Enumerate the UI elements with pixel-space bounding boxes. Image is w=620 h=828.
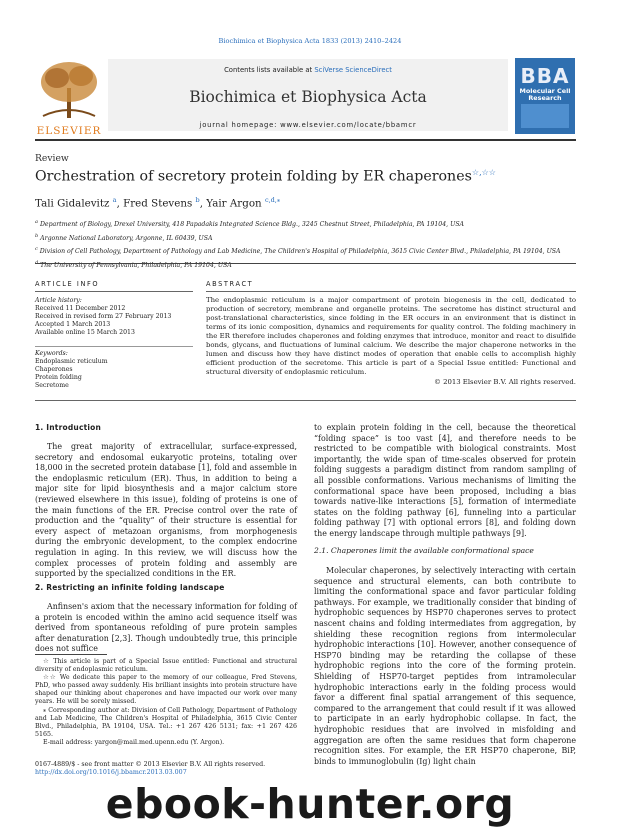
history-item: Received in revised form 27 February 2013 bbox=[35, 313, 172, 320]
introduction-paragraph: The great majority of extracellular, surface-expressed, secretory and endosomal eukaryotic proteins, totaling over 18,000 in the secreted protein database [1], fold and assemble in the endoplasmic reticulum (ER). Thus, in addition to being a major site for lipid biosynthesis and a major calcium store (reviewed elsewhere in this issue), folding of proteins is one of the main functions of the ER. Precise control over the rate of production and the “quality” of their structure is essential for every aspect of metazoan organisms, from morphogenesis during the embryonic development, to the complex endocrine regulation in aging. In this review, we will discuss how the complex processes of protein folding and assembly are supported by the specialized conditions in the ER. bbox=[35, 442, 297, 579]
title-footnote-marks[interactable]: ☆,☆☆ bbox=[471, 168, 496, 177]
info-rule bbox=[35, 291, 193, 292]
article-type: Review bbox=[35, 153, 69, 164]
affiliation-item bbox=[35, 245, 595, 256]
watermark: ebook-hunter.org bbox=[105, 780, 515, 828]
abstract-text: The endoplasmic reticulum is a major compartment of protein biogenesis in the cell, dedicated to production of secretory, membrane and organelle proteins. The secretome has distinct structural and post-translational characteristics, since folding in the ER occurs in an environment that is distinct in terms of its ionic composition, dynamics and requirements for quality control. The folding machinery in the ER therefore includes chaperones and folding enzymes that introduce, monitor and react to disulfide bonds, glycans, and fluctuations of luminal calcium. We describe the major chaperone networks in the lumen and discuss how they have distinct modes of operation that enable cells to accomplish highly efficient production of the secretome. This article is part of a Special Issue entitled: Functional and structural diversity of endoplasmic reticulum. bbox=[206, 296, 576, 376]
affiliation-mark: c bbox=[35, 246, 38, 253]
keyword-item: Secretome bbox=[35, 382, 69, 389]
journal-homepage[interactable]: journal homepage: www.elsevier.com/locate/bbamcr bbox=[199, 121, 417, 129]
contents-line: Contents lists available at SciVerse ScienceDirect bbox=[224, 66, 392, 74]
author-name: Tali Gidalevitz bbox=[35, 197, 110, 210]
cover-title: BBA bbox=[520, 64, 570, 88]
keyword-item: Chaperones bbox=[35, 366, 73, 373]
issn-line: 0167-4889/$ - see front matter © 2013 Elsevier B.V. All rights reserved. bbox=[35, 761, 266, 768]
author-list bbox=[35, 196, 280, 209]
cover-art bbox=[521, 104, 569, 128]
journal-title: Biochimica et Biophysica Acta bbox=[189, 88, 427, 106]
publisher-logo bbox=[35, 58, 103, 137]
elsevier-tree-icon bbox=[35, 58, 103, 120]
affiliation-item bbox=[35, 259, 595, 270]
history-item: Available online 15 March 2013 bbox=[35, 329, 135, 336]
author-name: Fred Stevens bbox=[123, 197, 193, 210]
author-affiliation-mark[interactable]: b bbox=[195, 196, 200, 204]
right-column-paragraph-2: Molecular chaperones, by selectively interacting with certain sequence and structural elements, can both contribute to limiting the conformational space and favor particular folding pathways. For example, we traditionally consider that binding of hydrophobic sequences by HSP70 chaperones serves to protect nascent chains and folding intermediates from aggregation, by shielding these recognition regions from intermolecular hydrophobic interactions [10]. However, another consequence of HSP70 binding may be retarding the collapse of these hydrophobic regions into the core of the forming protein. Shielding of HSP70-target peptides from intramolecular hydrophobic interactions early in the folding process would favor a different final spatial arrangement of this sequence, compared to the arrangement that could result if it was allowed to participate in an early hydrophobic collapse. In fact, the hydrophobic residues that are involved in misfolding and aggregation are often the same residues that form chaperone recognition sites. For example, the ER HSP70 chaperone, BiP, binds to immunoglobulin (Ig) light chain bbox=[314, 566, 576, 766]
keyword-item: Protein folding bbox=[35, 374, 82, 381]
footnote-item: ⁎ Corresponding author at: Division of Cell Pathology, Department of Pathology and Lab Medicine, The Children's Hospital of Philadelphia, 3615 Civic Center Blvd., Philadelphia, PA 19104, USA. Tel.: +1 267 426 5131; fax: +1 267 426 5165. bbox=[35, 706, 297, 738]
history-item: Accepted 1 March 2013 bbox=[35, 321, 111, 328]
affiliation-text: Department of Biology, Drexel University, 418 Papadakis Integrated Science Bldg., 3245 Chestnut Street, Philadelphia, PA 19104, USA bbox=[37, 221, 465, 229]
author-separator: , bbox=[116, 197, 124, 210]
footnotes bbox=[35, 658, 297, 747]
author-affiliation-mark[interactable]: c,d,⁎ bbox=[264, 196, 281, 204]
sciencedirect-link[interactable]: SciVerse ScienceDirect bbox=[314, 66, 392, 74]
article-info-heading: ARTICLE INFO bbox=[35, 280, 100, 288]
journal-citation[interactable]: Biochimica et Biophysica Acta 1833 (2013) 2410–2424 bbox=[218, 37, 402, 45]
section-heading-restricting: 2. Restricting an infinite folding landscape bbox=[35, 583, 225, 592]
right-column-paragraph-1: to explain protein folding in the cell, because the theoretical “folding space” is too vast [4], and therefore needs to be restricted to be compatible with biological constraints. Most importantly, the wide span of time-scales observed for protein folding suggests a paradigm distinct from random sampling of all possible conformations. Various mechanisms of limiting the conformational space have been proposed, including a bias towards native-like interactions [5], formation of intermediate states on the folding pathway [6], funneling into a particular folding pathway [7] with optional errors [8], and folding down the energy landscape through multiple pathways [9]. bbox=[314, 423, 576, 538]
article-history bbox=[35, 297, 195, 337]
affiliation-mark: b bbox=[35, 232, 39, 239]
article-title: Orchestration of secretory protein folding by ER chaperones☆,☆☆ bbox=[35, 168, 496, 185]
keywords-label: Keywords: bbox=[35, 350, 68, 357]
footnote-item: ☆ This article is part of a Special Issue entitled: Functional and structural diversity of endoplasmic reticulum. bbox=[35, 658, 297, 674]
masthead-box bbox=[108, 59, 508, 131]
abstract-bottom-rule bbox=[35, 400, 576, 401]
affiliation-text: Division of Cell Pathology, Department of Pathology and Lab Medicine, The Children's Hospital of Philadelphia, 3615 Civic Center Blvd., Philadelphia, PA 19104, USA bbox=[37, 248, 561, 256]
affiliations bbox=[35, 218, 595, 273]
author-separator: , bbox=[199, 197, 207, 210]
history-label: Article history: bbox=[35, 297, 82, 304]
keyword-item: Endoplasmic reticulum bbox=[35, 358, 108, 365]
footnote-item: E-mail address: yargon@mail.med.upenn.edu (Y. Argon). bbox=[43, 738, 225, 746]
affiliation-rule bbox=[35, 263, 576, 264]
footnote-rule bbox=[35, 654, 107, 655]
doi-link[interactable]: http://dx.doi.org/10.1016/j.bbamcr.2013.03.007 bbox=[35, 769, 187, 776]
affiliation-mark: d bbox=[35, 259, 39, 266]
abstract-heading: ABSTRACT bbox=[206, 280, 254, 288]
affiliation-mark: a bbox=[35, 219, 38, 225]
keywords-rule bbox=[35, 346, 193, 347]
footnote-item: ☆☆ We dedicate this paper to the memory of our colleague, Fred Stevens, PhD, who passed away suddenly. His brilliant insights into protein structure have shaped our thinking about chaperones and have impacted our work over many years. He will be sorely missed. bbox=[35, 674, 297, 706]
header-rule bbox=[35, 139, 576, 141]
journal-cover bbox=[515, 58, 575, 134]
affiliation-item bbox=[35, 232, 595, 243]
affiliation-text: The University of Pennsylvania, Philadelphia, PA 19104, USA bbox=[38, 262, 232, 270]
subsection-heading-chaperones: 2.1. Chaperones limit the available conformational space bbox=[314, 546, 534, 555]
abstract-copyright: © 2013 Elsevier B.V. All rights reserved. bbox=[434, 378, 576, 386]
section-heading-introduction: 1. Introduction bbox=[35, 423, 102, 432]
publisher-name: ELSEVIER bbox=[36, 125, 102, 137]
section2-paragraph: Anfinsen's axiom that the necessary information for folding of a protein is encoded within the amino acid sequence itself was derived from spontaneous refolding of pure protein samples after denaturation [2,3]. Though undoubtedly true, this principle does not suffice bbox=[35, 602, 297, 654]
abstract-rule bbox=[206, 291, 576, 292]
keywords-block bbox=[35, 350, 195, 390]
cover-subtitle: Molecular Cell Research bbox=[519, 87, 571, 102]
author-name: Yair Argon bbox=[206, 197, 262, 210]
history-item: Received 11 December 2012 bbox=[35, 305, 126, 312]
author-affiliation-mark[interactable]: a bbox=[112, 196, 117, 204]
affiliation-text: Argonne National Laboratory, Argonne, IL 60439, USA bbox=[38, 234, 213, 242]
affiliation-item bbox=[35, 218, 595, 229]
